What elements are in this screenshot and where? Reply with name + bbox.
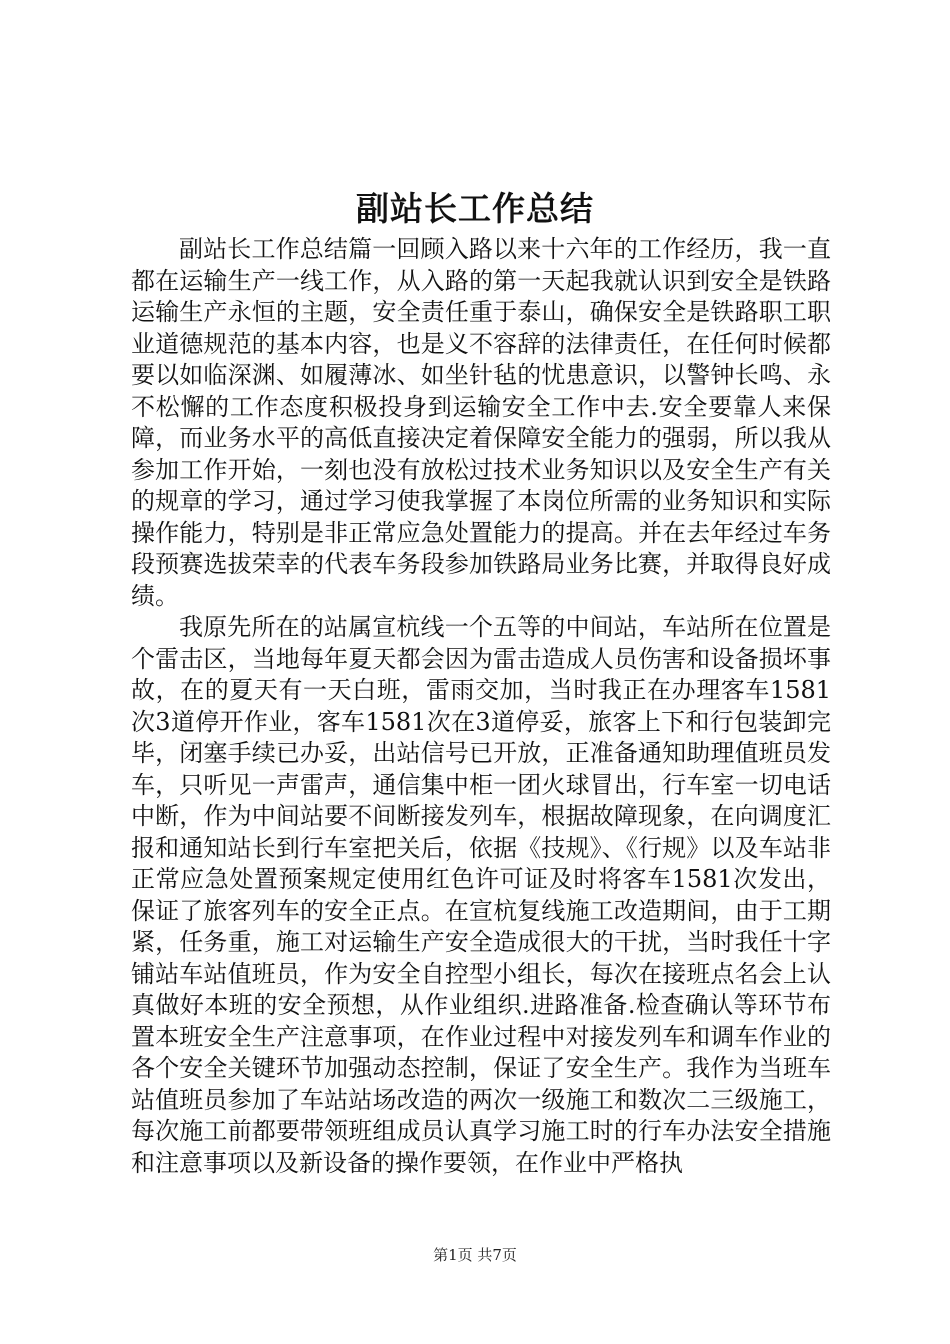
document-title: 副站长工作总结 [356, 189, 594, 228]
page-footer: 第1页 共7页 [433, 1246, 517, 1264]
document-body [131, 234, 831, 1179]
paragraph: 我原先所在的站属宣杭线一个五等的中间站，车站所在位置是个雷击区，当地每年夏天都会因为雷击造成人员伤害和设备损坏事故，在的夏天有一天白班，雷雨交加，当时我正在办理客车1581次3道停开作业，客车1581次在3道停妥，旅客上下和行包装卸完毕，闭塞手续已办妥，出站信号已开放，正准备通知助理值班员发车，只听见一声雷声，通信集中柜一团火球冒出，行车室一切电话中断，作为中间站要不间断接发列车，根据故障现象，在向调度汇报和通知站长到行车室把关后，依据《技规》、《行规》以及车站非正常应急处置预案规定使用红色许可证及时将客车1581次发出，保证了旅客列车的安全正点。在宣杭复线施工改造期间，由于工期紧，任务重，施工对运输生产安全造成很大的干扰，当时我任十字铺站车站值班员，作为安全自控型小组长，每次在接班点名会上认真做好本班的安全预想，从作业组织.进路准备.检查确认等环节布置本班安全生产注意事项，在作业过程中对接发列车和调车作业的各个安全关键环节加强动态控制，保证了安全生产。我作为当班车站值班员参加了车站站场改造的两次一级施工和数次二三级施工，每次施工前都要带领班组成员认真学习施工时的行车办法安全措施和注意事项以及新设备的操作要领，在作业中严格执 [131, 613, 831, 1177]
paragraph: 副站长工作总结篇一回顾入路以来十六年的工作经历，我一直都在运输生产一线工作，从入路的第一天起我就认识到安全是铁路运输生产永恒的主题，安全责任重于泰山，确保安全是铁路职工职业道德规范的基本内容，也是义不容辞的法律责任，在任何时候都要以如临深渊、如履薄冰、如坐针毡的忧患意识，以警钟长鸣、永不松懈的工作态度积极投身到运输安全工作中去.安全要靠人来保障，而业务水平的高低直接决定着保障安全能力的强弱，所以我从参加工作开始，一刻也没有放松过技术业务知识以及安全生产有关的规章的学习，通过学习使我掌握了本岗位所需的业务知识和实际操作能力，特别是非正常应急处置能力的提高。并在去年经过车务段预赛选拔荣幸的代表车务段参加铁路局业务比赛，并取得良好成绩。 [131, 235, 831, 610]
